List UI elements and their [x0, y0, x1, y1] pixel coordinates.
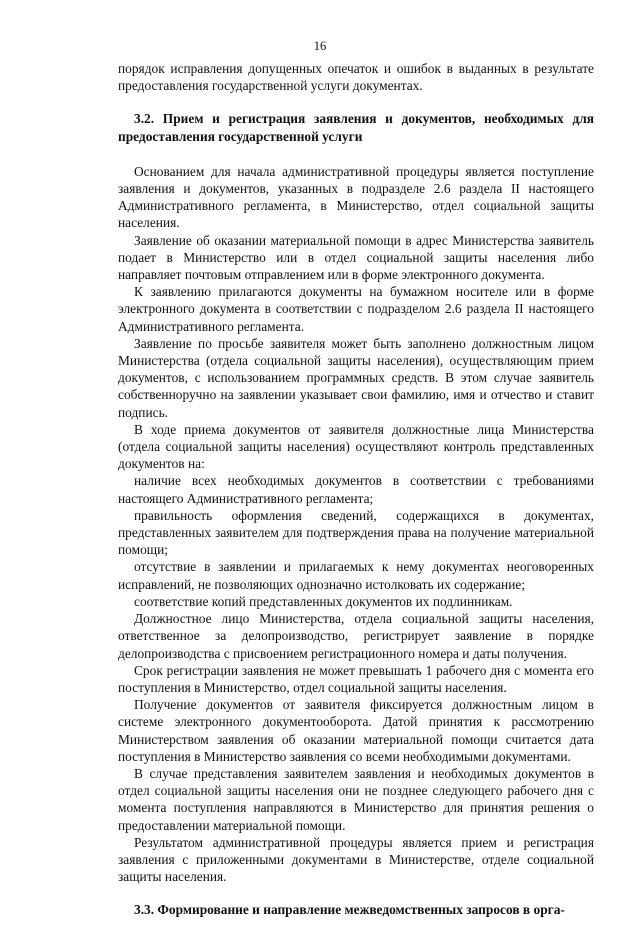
body-paragraph: К заявлению прилагаются документы на бумажном носителе или в форме электронного документа в соответствии с подразделом 2.6 раздела II настоящего Административного регламента. — [118, 284, 594, 334]
body-paragraph: Получение документов от заявителя фиксируется должностным лицом в системе электронного документооборота. Датой принятия к рассмотрению Министерством заявления об оказании материальной помощи считается дата поступления в Министерство заявления со всеми необходимыми документами. — [118, 697, 594, 764]
list-item: соответствие копий представленных документов их подлинникам. — [134, 593, 513, 609]
body-paragraph: В случае представления заявителем заявления и необходимых документов в отдел социальной защиты населения они не позднее следующего рабочего дня с момента поступления направляются в Министерство для принятия решения о предоставлении материальной помощи. — [118, 765, 594, 833]
body-paragraph: В ходе приема документов от заявителя должностные лица Министерства (отдела социальной защиты населения) осуществляют контроль представленных документов на: — [118, 421, 594, 472]
list-item: наличие всех необходимых документов в соответствии с требованиями настоящего Административного регламента; — [118, 473, 594, 506]
body-paragraph: Должностное лицо Министерства, отдела социальной защиты населения, ответственное за делопроизводство, регистрирует заявление в порядке делопроизводства с присвоением регистрационного номера и даты получения. — [118, 611, 594, 661]
list-item: отсутствие в заявлении и прилагаемых к нему документах неоговоренных исправлений, не позволяющих однозначно истолковать их содержание; — [118, 559, 594, 592]
intro-paragraph: порядок исправления допущенных опечаток и ошибок в выданных в результате предоставления государственной услуги документах. — [118, 61, 594, 94]
page-number: 16 — [313, 39, 327, 53]
body-paragraph: Результатом административной процедуры является прием и регистрация заявления с приложенными документами в Министерстве, отделе социальной защиты населения. — [118, 834, 594, 885]
body-paragraph: Заявление по просьбе заявителя может быть заполнено должностным лицом Министерства (отдела социальной защиты населения), осуществляющим прием документов, с использованием программных средств. В этом случае заявитель собственноручно на заявлении указывает свои фамилию, имя и отчество и ставит подпись. — [118, 335, 594, 420]
body-paragraph: Основанием для начала административной процедуры является поступление заявления и документов, указанных в подразделе 2.6 раздела II настоящего Административного регламента, в Министерство, отдел социальной защиты населения. — [118, 163, 594, 231]
page-content — [118, 60, 594, 937]
body-paragraph: Заявление об оказании материальной помощи в адрес Министерства заявитель подает в Министерство или в отдел социальной защиты населения либо направляет почтовым отправлением или в форме электронного документа. — [118, 232, 594, 283]
body-paragraph: Срок регистрации заявления не может превышать 1 рабочего дня с момента его поступления в Министерство, отдел социальной защиты населения. — [118, 662, 594, 695]
section-heading-3-2: 3.2. Прием и регистрация заявления и документов, необходимых для предоставления государственной услуги — [118, 111, 594, 144]
section-heading-3-3: 3.3. Формирование и направление межведомственных запросов в орга- — [134, 902, 565, 918]
list-item: правильность оформления сведений, содержащихся в документах, представленных заявителем для подтверждения права на получение материальной помощи; — [118, 507, 594, 558]
